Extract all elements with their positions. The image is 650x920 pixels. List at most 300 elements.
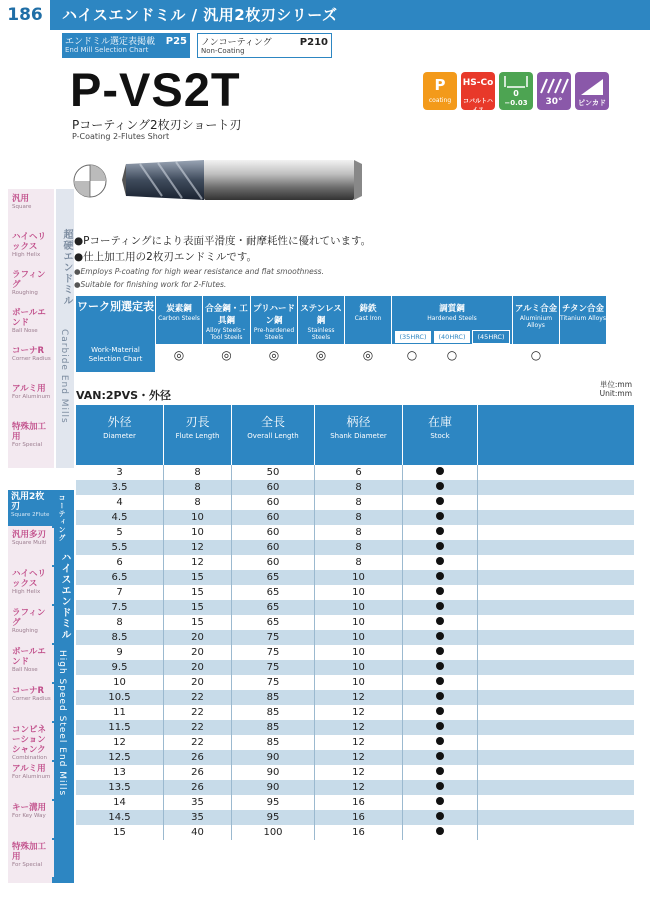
cell-diameter: 13 [76, 765, 164, 780]
cell-shank-diameter: 12 [315, 690, 403, 705]
cell-shank-diameter: 10 [315, 660, 403, 675]
cell-diameter: 11.5 [76, 720, 164, 735]
table-row [76, 600, 634, 615]
cell-flute-length: 15 [164, 600, 232, 615]
cell-shank-diameter: 10 [315, 675, 403, 690]
sidebar-item-for-special[interactable] [8, 840, 54, 877]
cell-blank [478, 600, 634, 615]
cell-shank-diameter: 8 [315, 525, 403, 540]
cell-stock [403, 570, 478, 585]
cell-shank-diameter: 12 [315, 735, 403, 750]
cell-overall-length: 95 [232, 810, 315, 825]
cell-overall-length: 65 [232, 570, 315, 585]
cell-blank [478, 480, 634, 495]
table-row [76, 645, 634, 660]
sidebar-item-label-en: Roughing [12, 628, 38, 634]
cell-stock [403, 825, 478, 840]
stock-dot-icon [436, 692, 444, 700]
subnav-page: P25 [165, 36, 187, 47]
stock-dot-icon [436, 647, 444, 655]
hss-vertical-jp: ハイスエンドミル [59, 552, 70, 640]
cell-flute-length: 12 [164, 540, 232, 555]
cell-flute-length: 22 [164, 720, 232, 735]
selection-chart-link[interactable] [62, 33, 190, 58]
table-row [76, 765, 634, 780]
cell-flute-length: 8 [164, 465, 232, 480]
sidebar-item-label: キー溝用 [12, 803, 47, 813]
cell-stock [403, 495, 478, 510]
cell-stock [403, 540, 478, 555]
table-row [76, 540, 634, 555]
cell-overall-length: 90 [232, 750, 315, 765]
cell-overall-length: 100 [232, 825, 315, 840]
stock-dot-icon [436, 827, 444, 835]
table-row [76, 780, 634, 795]
cell-flute-length: 22 [164, 690, 232, 705]
cell-diameter: 8.5 [76, 630, 164, 645]
cell-shank-diameter: 10 [315, 585, 403, 600]
cell-shank-diameter: 10 [315, 615, 403, 630]
sidebar-item-label: ハイヘリックス [12, 232, 47, 252]
cell-diameter: 14 [76, 795, 164, 810]
cell-overall-length: 85 [232, 690, 315, 705]
subnav-label: ノンコーティング [201, 38, 272, 48]
stock-dot-icon [436, 617, 444, 625]
cell-overall-length: 65 [232, 585, 315, 600]
header-blank [478, 405, 634, 465]
hrc-40-label: (40HRC) [433, 330, 471, 344]
cell-diameter: 10.5 [76, 690, 164, 705]
sidebar-item-label: 汎用多刃 [12, 530, 47, 540]
cell-overall-length: 95 [232, 795, 315, 810]
sidebar-item-for-aluminum[interactable] [8, 762, 54, 799]
table-row [76, 630, 634, 645]
table-row [76, 495, 634, 510]
header-diameter: 外径 Diameter [76, 405, 164, 465]
table-row [76, 510, 634, 525]
sidebar-item-label-en: Corner Radius [12, 696, 51, 702]
cell-overall-length: 90 [232, 780, 315, 795]
cell-shank-diameter: 8 [315, 495, 403, 510]
cell-shank-diameter: 10 [315, 600, 403, 615]
cell-flute-length: 8 [164, 495, 232, 510]
stock-dot-icon [436, 527, 444, 535]
cell-overall-length: 60 [232, 540, 315, 555]
material-stainless: ステンレス鋼 Stainless Steels ◎ [297, 296, 344, 372]
cell-diameter: 9 [76, 645, 164, 660]
cell-stock [403, 585, 478, 600]
material-alloy-steel: 合金鋼・工具鋼 Alloy Steels・Tool Steels ◎ [202, 296, 250, 372]
table-row [76, 525, 634, 540]
table-row [76, 795, 634, 810]
cell-diameter: 6.5 [76, 570, 164, 585]
cell-blank [478, 525, 634, 540]
cell-diameter: 5.5 [76, 540, 164, 555]
cell-shank-diameter: 10 [315, 570, 403, 585]
cell-blank [478, 810, 634, 825]
hrc-45-label: (45HRC) [472, 330, 510, 344]
table-title: VAN:2PVS・外径 [76, 389, 172, 402]
table-row [76, 810, 634, 825]
sidebar-item-label: ボールエンド [12, 308, 46, 328]
subnav-label-en: Non-Coating [201, 47, 245, 55]
page-header [0, 0, 650, 30]
cell-stock [403, 630, 478, 645]
hss-vertical-bar [52, 490, 74, 883]
non-coating-link[interactable] [197, 33, 332, 58]
sidebar-item-label-en: For Key Way [12, 813, 46, 819]
material-aluminium: アルミ合金 Aluminium Alloys ○ [512, 296, 559, 372]
cell-diameter: 12.5 [76, 750, 164, 765]
hrc-35-label: (35HRC) [394, 330, 432, 344]
cell-overall-length: 60 [232, 510, 315, 525]
table-row [76, 735, 634, 750]
table-row [76, 660, 634, 675]
cell-flute-length: 40 [164, 825, 232, 840]
cell-stock [403, 465, 478, 480]
sidebar-item-square[interactable] [8, 192, 54, 228]
cell-shank-diameter: 8 [315, 540, 403, 555]
cell-diameter: 15 [76, 825, 164, 840]
table-row [76, 825, 634, 840]
cell-blank [478, 570, 634, 585]
cell-overall-length: 75 [232, 645, 315, 660]
table-row [76, 705, 634, 720]
subnav-page: P210 [299, 37, 328, 48]
cell-stock [403, 480, 478, 495]
helix-angle-icon: 30° [537, 72, 571, 110]
p-coating-icon: P coating [423, 72, 457, 110]
product-name-jp: Pコーティング2枚刃ショート刃 [72, 118, 242, 132]
stock-dot-icon [436, 482, 444, 490]
cell-overall-length: 75 [232, 630, 315, 645]
cell-blank [478, 645, 634, 660]
cell-blank [478, 750, 634, 765]
cell-overall-length: 90 [232, 765, 315, 780]
stock-dot-icon [436, 707, 444, 715]
coating-tab[interactable]: コーティング [58, 494, 66, 542]
stock-dot-icon [436, 752, 444, 760]
cell-flute-length: 10 [164, 510, 232, 525]
cell-blank [478, 555, 634, 570]
cell-diameter: 4 [76, 495, 164, 510]
cell-blank [478, 690, 634, 705]
cell-shank-diameter: 10 [315, 630, 403, 645]
material-pre-hardened: プリハードン鋼 Pre-hardened Steels ◎ [250, 296, 297, 372]
cell-diameter: 3 [76, 465, 164, 480]
sidebar-item-ball-nose[interactable] [8, 645, 54, 682]
sidebar-item-square-multi[interactable] [8, 528, 54, 565]
cell-flute-length: 15 [164, 570, 232, 585]
cell-overall-length: 60 [232, 495, 315, 510]
cell-flute-length: 35 [164, 810, 232, 825]
hss-vertical-en: High Speed Steel End Mills [57, 650, 67, 797]
sidebar-item-for-key-way[interactable] [8, 801, 54, 838]
cell-overall-length: 50 [232, 465, 315, 480]
sidebar-item-label-en: High Helix [12, 589, 41, 595]
header-flute-length: 刃長 Flute Length [164, 405, 232, 465]
table-row [76, 690, 634, 705]
feature-list [74, 233, 371, 291]
cell-blank [478, 540, 634, 555]
feature-en: ●Suitable for finishing work for 2-Flutes. [74, 280, 227, 289]
table-row [76, 585, 634, 600]
sidebar-item-label-en: For Aluminum [12, 394, 51, 400]
stock-dot-icon [436, 572, 444, 580]
cell-flute-length: 20 [164, 645, 232, 660]
cell-overall-length: 60 [232, 480, 315, 495]
cell-shank-diameter: 6 [315, 465, 403, 480]
stock-dot-icon [436, 467, 444, 475]
stock-dot-icon [436, 557, 444, 565]
cell-blank [478, 705, 634, 720]
sidebar-item-label-en: Combination [12, 755, 47, 761]
cell-overall-length: 75 [232, 660, 315, 675]
cell-blank [478, 660, 634, 675]
carbide-vertical-en: Carbide End Mills [59, 329, 69, 424]
stock-dot-icon [436, 797, 444, 805]
sidebar-item-label-en: Roughing [12, 290, 38, 296]
cell-flute-length: 20 [164, 675, 232, 690]
table-row [76, 555, 634, 570]
cell-shank-diameter: 12 [315, 780, 403, 795]
sidebar-item-label-en: For Special [12, 862, 43, 868]
cell-flute-length: 22 [164, 735, 232, 750]
cell-shank-diameter: 12 [315, 750, 403, 765]
cell-stock [403, 525, 478, 540]
sidebar-item-label-en: High Helix [12, 252, 41, 258]
table-row [76, 675, 634, 690]
cell-overall-length: 75 [232, 675, 315, 690]
sidebar-item-label: コーナR [12, 346, 45, 356]
stock-dot-icon [436, 722, 444, 730]
cell-stock [403, 555, 478, 570]
stock-dot-icon [436, 602, 444, 610]
cell-stock [403, 690, 478, 705]
cell-flute-length: 26 [164, 765, 232, 780]
sidebar-item-label-en: For Special [12, 442, 43, 448]
sidebar-item-label: 特殊加工用 [12, 842, 47, 862]
stock-dot-icon [436, 737, 444, 745]
material-cast-iron: 鋳鉄 Cast Iron ◎ [344, 296, 391, 372]
stock-dot-icon [436, 632, 444, 640]
cell-flute-length: 8 [164, 480, 232, 495]
cell-stock [403, 720, 478, 735]
sidebar-item-label: 汎用 [12, 194, 30, 204]
cell-blank [478, 510, 634, 525]
sidebar-item-corner-radius[interactable] [8, 684, 54, 721]
sidebar-item-label: コンビネーションシャンク [12, 725, 47, 755]
sidebar-item-label: コーナR [12, 686, 45, 696]
cell-stock [403, 750, 478, 765]
table-row [76, 465, 634, 480]
feature-icons [423, 72, 609, 114]
cell-diameter: 5 [76, 525, 164, 540]
stock-dot-icon [436, 767, 444, 775]
cell-flute-length: 20 [164, 630, 232, 645]
feature-jp: ●Pコーティングにより表面平滑度・耐摩耗性に優れています。 [74, 235, 372, 247]
cell-flute-length: 15 [164, 615, 232, 630]
sidebar-item-roughing[interactable] [8, 268, 54, 304]
cell-blank [478, 780, 634, 795]
cell-diameter: 7.5 [76, 600, 164, 615]
header-shank-diameter: 柄径 Shank Diameter [315, 405, 403, 465]
cell-overall-length: 85 [232, 735, 315, 750]
stock-dot-icon [436, 812, 444, 820]
sidebar-item-square-2flute[interactable]: 汎用2枚刃 Square 2Flute [8, 490, 52, 526]
work-material-header: ワーク別選定表 Work-Material Selection Chart [76, 296, 155, 372]
sidebar-item-high-helix[interactable] [8, 230, 54, 266]
table-row [76, 720, 634, 735]
subnav-label-en: End Mill Selection Chart [65, 46, 149, 54]
cell-diameter: 14.5 [76, 810, 164, 825]
cell-diameter: 7 [76, 585, 164, 600]
cell-flute-length: 12 [164, 555, 232, 570]
cell-flute-length: 15 [164, 585, 232, 600]
stock-dot-icon [436, 677, 444, 685]
stock-dot-icon [436, 782, 444, 790]
product-code: P-VS2T [70, 63, 241, 116]
sidebar-item-label-en: Square Multi [12, 540, 47, 546]
feature-jp: ●仕上加工用の2枚刃エンドミルです。 [74, 251, 258, 263]
cell-flute-length: 35 [164, 795, 232, 810]
material-titanium: チタン合金 Titanium Alloys [559, 296, 606, 372]
cell-diameter: 9.5 [76, 660, 164, 675]
cell-flute-length: 26 [164, 750, 232, 765]
cell-diameter: 11 [76, 705, 164, 720]
cell-stock [403, 780, 478, 795]
cell-shank-diameter: 8 [315, 510, 403, 525]
cell-shank-diameter: 12 [315, 765, 403, 780]
unit-label: 単位:mm Unit:mm [599, 380, 632, 398]
sidebar-item-label: ラフィング [12, 270, 46, 290]
cell-stock [403, 765, 478, 780]
cell-blank [478, 630, 634, 645]
sidebar-item-for-special[interactable] [8, 420, 54, 456]
cell-flute-length: 10 [164, 525, 232, 540]
cell-stock [403, 705, 478, 720]
table-row [76, 480, 634, 495]
sidebar-item-ball-nose[interactable] [8, 306, 54, 342]
sidebar-item-combination[interactable] [8, 723, 54, 760]
hs-co-icon: HS-Co コバルトハイス [461, 72, 495, 110]
cell-diameter: 10 [76, 675, 164, 690]
page-number: 186 [0, 0, 52, 30]
pin-gauge-icon: ピンカド [575, 72, 609, 110]
cell-blank [478, 825, 634, 840]
cell-overall-length: 65 [232, 615, 315, 630]
cell-shank-diameter: 16 [315, 825, 403, 840]
sidebar-item-label-en: Ball Nose [12, 667, 38, 673]
cell-shank-diameter: 16 [315, 795, 403, 810]
cell-flute-length: 22 [164, 705, 232, 720]
cell-flute-length: 26 [164, 780, 232, 795]
cell-blank [478, 765, 634, 780]
cell-overall-length: 85 [232, 720, 315, 735]
cell-blank [478, 675, 634, 690]
cell-blank [478, 615, 634, 630]
sidebar-item-label: ハイヘリックス [12, 569, 47, 589]
sidebar-item-label-en: For Aluminum [12, 774, 51, 780]
cell-overall-length: 65 [232, 600, 315, 615]
cell-stock [403, 660, 478, 675]
cell-stock [403, 510, 478, 525]
cell-stock [403, 645, 478, 660]
material-hardened-steel: 調質鋼 Hardened Steels (35HRC) (40HRC) (45HRC) ○ ○ [391, 296, 512, 372]
work-material-chart [76, 296, 634, 372]
sidebar-item-roughing[interactable] [8, 606, 54, 643]
tolerance-icon: 0 −0.03 [499, 72, 533, 110]
header-overall-length: 全長 Overall Length [232, 405, 315, 465]
stock-dot-icon [436, 542, 444, 550]
cell-blank [478, 495, 634, 510]
cell-shank-diameter: 10 [315, 645, 403, 660]
cell-stock [403, 810, 478, 825]
cell-blank [478, 720, 634, 735]
stock-dot-icon [436, 662, 444, 670]
cell-stock [403, 615, 478, 630]
subnav-label: エンドミル選定表掲載 [65, 37, 156, 47]
cell-shank-diameter: 12 [315, 705, 403, 720]
cell-diameter: 4.5 [76, 510, 164, 525]
sidebar-item-corner-radius[interactable] [8, 344, 54, 380]
cell-blank [478, 465, 634, 480]
material-carbon-steel: 炭素鋼 Carbon Steels ◎ [155, 296, 202, 372]
cell-diameter: 13.5 [76, 780, 164, 795]
cell-shank-diameter: 16 [315, 810, 403, 825]
cell-blank [478, 735, 634, 750]
carbide-vertical-bar [56, 189, 74, 468]
sidebar-item-label: アルミ用 [12, 384, 46, 394]
cell-stock [403, 675, 478, 690]
cell-overall-length: 85 [232, 705, 315, 720]
cell-stock [403, 795, 478, 810]
cell-diameter: 8 [76, 615, 164, 630]
table-body [76, 465, 634, 840]
cell-diameter: 3.5 [76, 480, 164, 495]
sidebar-item-label-en: Square [12, 204, 32, 210]
sidebar-item-label: 特殊加工用 [12, 422, 47, 442]
cell-blank [478, 795, 634, 810]
sidebar-item-label-en: Ball Nose [12, 328, 38, 334]
product-name-en: P-Coating 2-Flutes Short [72, 132, 170, 141]
sidebar-item-label: ラフィング [12, 608, 46, 628]
cell-shank-diameter: 12 [315, 720, 403, 735]
cell-blank [478, 585, 634, 600]
carbide-vertical-jp: 超硬エンドミル [61, 229, 72, 306]
sidebar-item-label: アルミ用 [12, 764, 46, 774]
table-row [76, 615, 634, 630]
end-mill-illustration [70, 152, 386, 208]
stock-dot-icon [436, 497, 444, 505]
cell-overall-length: 60 [232, 525, 315, 540]
sidebar-item-high-helix[interactable] [8, 567, 54, 604]
cell-diameter: 6 [76, 555, 164, 570]
size-table [76, 405, 634, 840]
cell-shank-diameter: 8 [315, 480, 403, 495]
stock-dot-icon [436, 512, 444, 520]
header-stock: 在庫 Stock [403, 405, 478, 465]
cell-shank-diameter: 8 [315, 555, 403, 570]
page-title: ハイスエンドミル / 汎用2枚刃シリーズ [62, 6, 338, 24]
table-row [76, 750, 634, 765]
cell-stock [403, 600, 478, 615]
cell-overall-length: 60 [232, 555, 315, 570]
sidebar-item-for-aluminum[interactable] [8, 382, 54, 418]
sidebar-item-label: ボールエンド [12, 647, 46, 667]
cell-flute-length: 20 [164, 660, 232, 675]
cell-stock [403, 735, 478, 750]
